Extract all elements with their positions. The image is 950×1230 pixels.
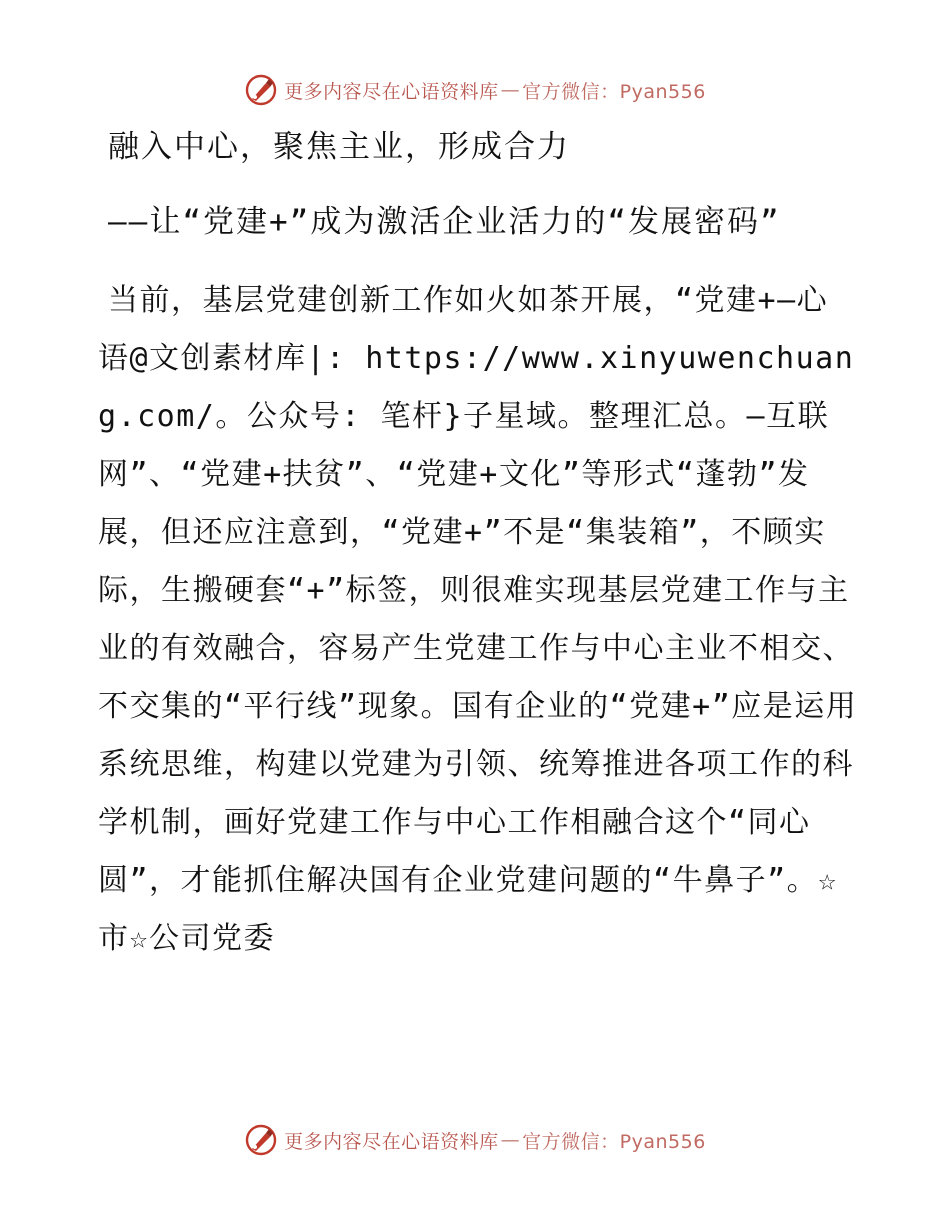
- banner-main-text: 更多内容尽在心语资料库: [284, 80, 499, 103]
- footer-banner: [0, 1118, 950, 1162]
- document-paragraph: [98, 272, 858, 968]
- document-subtitle-text: ——让“党建+”成为激活企业活力的“发展密码”: [108, 204, 781, 240]
- banner-contact-text: 官方微信：Pyan556: [522, 1130, 706, 1153]
- banner-separator: —: [500, 79, 521, 101]
- document-body: [98, 124, 858, 968]
- banner-contact-text: 官方微信：Pyan556: [522, 80, 706, 103]
- header-banner: [0, 68, 950, 112]
- pen-logo-icon: [244, 73, 278, 107]
- pen-logo-icon: [244, 1123, 278, 1157]
- document-subtitle: [98, 194, 818, 250]
- banner-main-text: 更多内容尽在心语资料库: [284, 1130, 499, 1153]
- document-paragraph-text: 当前，基层党建创新工作如火如茶开展，“党建+—心语@文创素材库|: https://www.xinyuwenchuang.com/。公众号: 笔杆}子星域。整理汇总。—互联网”、“党建+扶贫”、“党建+文化”等形式“蓬勃”发展，但还应注意到，“党建+”不是“集装箱”，不顾实际，生搬硬套“+”标签，则很难实现基层党建工作与主业的有效融合，容易产生党建工作与中心主业不相交、不交集的“平行线”现象。国有企业的“党建+”应是运用系统思维，构建以党建为引领、统筹推进各项工作的科学机制，画好党建工作与中心工作相融合这个“同心圆”，才能抓住解决国有企业党建问题的“牛鼻子”。☆市☆公司党委: [98, 283, 858, 956]
- document-title: 融入中心，聚焦主业，形成合力: [108, 129, 570, 165]
- banner-separator: —: [500, 1129, 521, 1151]
